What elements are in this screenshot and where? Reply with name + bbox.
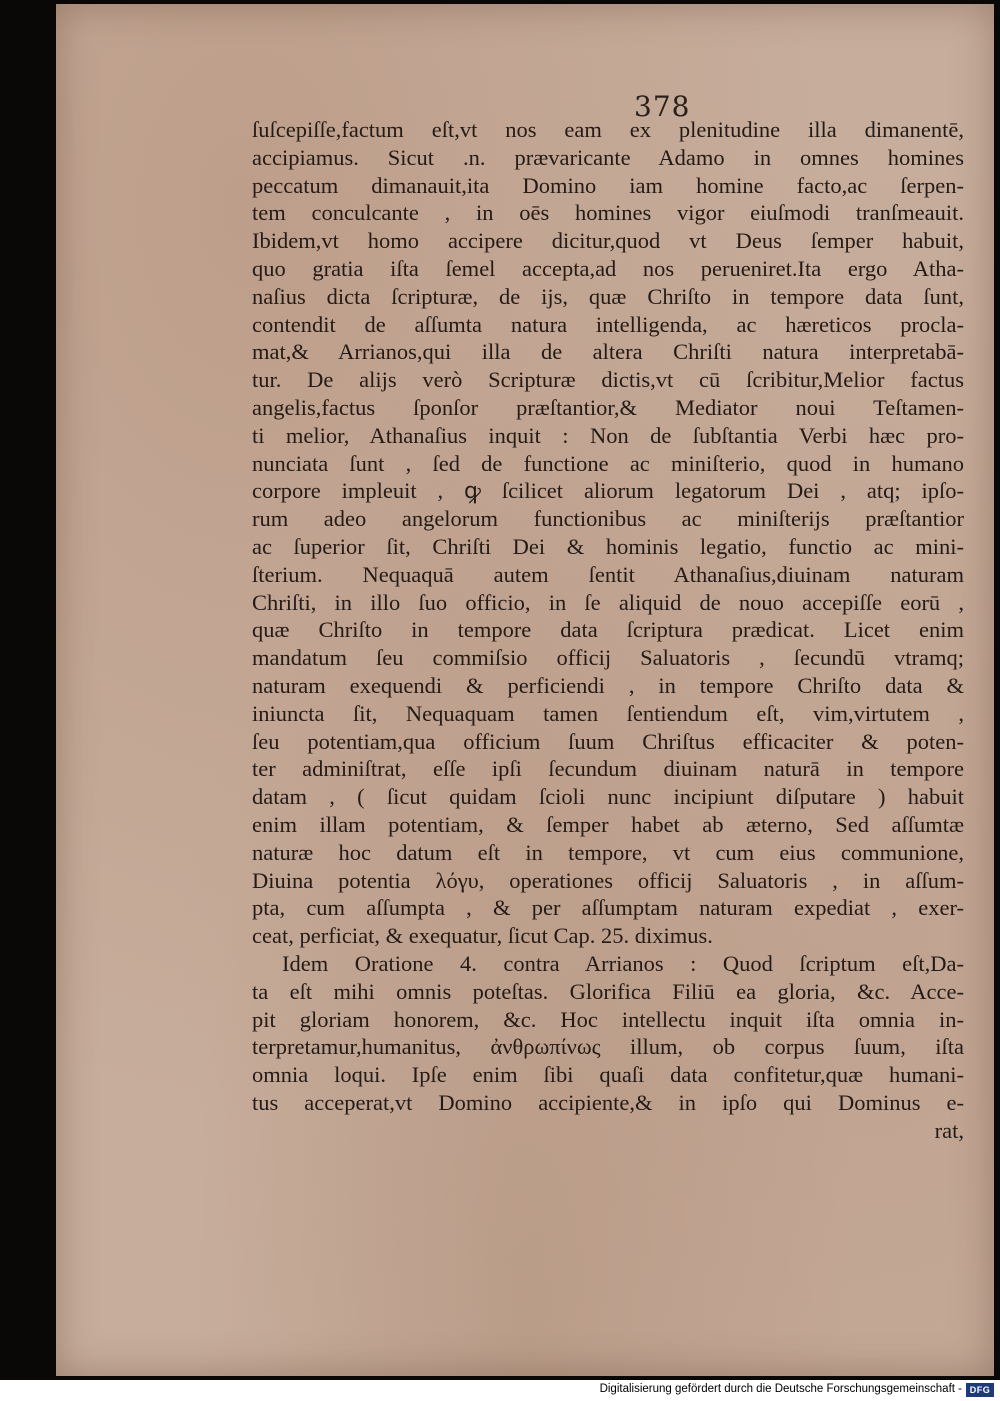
text-line-31: Idem Oratione 4. contra Arrianos : Quod ſcriptum eſt,Da- bbox=[282, 950, 964, 976]
text-line-34: terpretamur,humanitus, ἀνθρωπίνως illum, ob corpus ſuum, iſta bbox=[252, 1034, 964, 1060]
text-line-30: ceat, perficiat, & exequatur, ſicut Cap. 25. diximus. bbox=[252, 923, 713, 949]
text-line-13: nunciata ſunt , ſed de functione ac miniſterio, quod in humano bbox=[252, 450, 964, 476]
text-line-14: corpore impleuit , ꝙ ſcilicet aliorum legatorum Dei , atq; ipſo- bbox=[252, 478, 964, 504]
text-line-24: ter adminiſtrat, eſſe ipſi ſecundum diuinam naturā in tempore bbox=[252, 756, 964, 782]
text-line-10: tur. De alijs verò Scripturæ dictis,vt cū ſcribitur,Melior factus bbox=[252, 367, 964, 393]
text-line-21: naturam exequendi & perficiendi , in tempore Chriſto data & bbox=[252, 672, 964, 698]
catchword: rat, bbox=[934, 1117, 964, 1143]
page-number: 378 bbox=[634, 90, 691, 123]
text-line-17: ſterium. Nequaquā autem ſentit Athanaſius,diuinam naturam bbox=[252, 561, 964, 587]
text-line-25: datam , ( ſicut quidam ſcioli nunc incipiunt diſputare ) habuit bbox=[252, 784, 964, 810]
text-line-9: mat,& Arrianos,qui illa de altera Chriſti natura interpretabā- bbox=[252, 339, 964, 365]
text-line-12: ti melior, Athanaſius inquit : Non de ſubſtantia Verbi hæc pro- bbox=[252, 422, 964, 448]
text-line-26: enim illam potentiam, & ſemper habet ab æterno, Sed aſſumtæ bbox=[252, 811, 964, 837]
text-line-7: naſius dicta ſcripturæ, de ijs, quæ Chriſto in tempore data ſunt, bbox=[252, 283, 964, 309]
text-line-36: tus acceperat,vt Domino accipiente,& in ipſo qui Dominus e- bbox=[252, 1089, 964, 1115]
footer-bar bbox=[0, 1380, 1000, 1401]
text-line-28: Diuina potentia λόγυ, operationes officij Saluatoris , in aſſum- bbox=[252, 867, 964, 893]
dfg-logo-icon: DFG bbox=[966, 1383, 994, 1397]
text-block bbox=[252, 116, 964, 1144]
text-line-16: ac ſuperior ſit, Chriſti Dei & hominis legatio, functio ac mini- bbox=[252, 533, 964, 559]
text-line-6: quo gratia iſta ſemel accepta,ad nos perueniret.Ita ergo Atha- bbox=[252, 255, 964, 281]
text-line-15: rum adeo angelorum functionibus ac miniſterijs præſtantior bbox=[252, 506, 964, 532]
text-line-27: naturæ hoc datum eſt in tempore, vt cum eius communione, bbox=[252, 839, 964, 865]
text-line-3: peccatum dimanauit,ita Domino iam homine facto,ac ſerpen- bbox=[252, 172, 964, 198]
text-line-11: angelis,factus ſponſor præſtantior,& Mediator noui Teſtamen- bbox=[252, 394, 964, 420]
text-line-8: contendit de aſſumta natura intelligenda, ac hæreticos procla- bbox=[252, 311, 964, 337]
text-line-18: Chriſti, in illo ſuo officio, in ſe aliquid de nouo accepiſſe eorū , bbox=[252, 589, 964, 615]
text-line-4: tem conculcante , in oēs homines vigor eiuſmodi tranſmeauit. bbox=[252, 200, 964, 226]
text-line-19: quæ Chriſto in tempore data ſcriptura prædicat. Licet enim bbox=[252, 617, 964, 643]
text-line-29: pta, cum aſſumpta , & per aſſumptam naturam expediat , exer- bbox=[252, 895, 964, 921]
text-line-32: ta eſt mihi omnis poteſtas. Glorifica Filiū ea gloria, &c. Acce- bbox=[252, 978, 964, 1004]
funding-credit: Digitalisierung gefördert durch die Deutsche Forschungsgemeinschaft - bbox=[599, 1383, 962, 1395]
text-line-5: Ibidem,vt homo accipere dicitur,quod vt Deus ſemper habuit, bbox=[252, 228, 964, 254]
text-line-33: pit gloriam honorem, &c. Hoc intellectu inquit iſta omnia in- bbox=[252, 1006, 964, 1032]
text-line-23: ſeu potentiam,qua officium ſuum Chriſtus efficaciter & poten- bbox=[252, 728, 964, 754]
text-line-1: ſuſcepiſſe,factum eſt,vt nos eam ex plenitudine illa dimanentē, bbox=[252, 117, 964, 142]
text-line-2: accipiamus. Sicut .n. prævaricante Adamo in omnes homines bbox=[252, 144, 964, 170]
text-line-20: mandatum ſeu commiſsio officij Saluatoris , ſecundū vtramq; bbox=[252, 645, 964, 671]
text-line-22: iniuncta ſit, Nequaquam tamen ſentiendum eſt, vim,virtutem , bbox=[252, 700, 964, 726]
text-line-35: omnia loqui. Ipſe enim ſibi quaſi data confitetur,quæ humani- bbox=[252, 1062, 964, 1088]
